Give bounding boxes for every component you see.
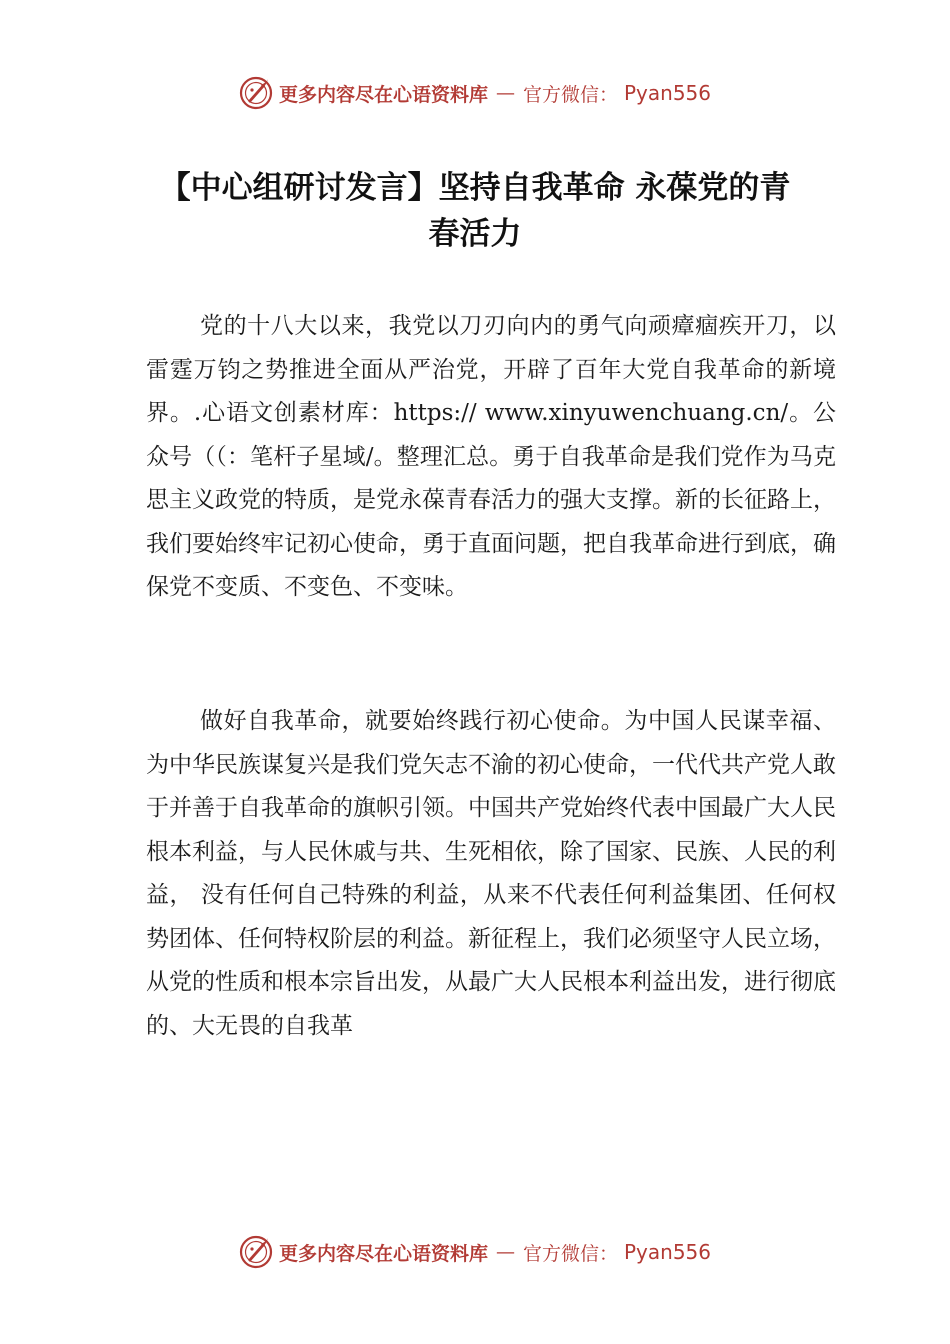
header-dash: —	[495, 82, 515, 104]
body-paragraph-2: 做好自我革命，就要始终践行初心使命。为中国人民谋幸福、为中华民族谋复兴是我们党矢志不渝的初心使命，一代代共产党人敢于并善于自我革命的旗帜引领。中国共产党始终代表中国最广大人民根本利益，与人民休戚与共、生死相依，除了国家、民族、人民的利益， 没有任何自己特殊的利益，从来不代表任何利益集团、任何权势团体、任何特权阶层的利益。新征程上，我们必须坚守人民立场，从党的性质和根本宗旨出发，从最广大人民根本利益出发，进行彻底的、大无畏的自我革	[146, 708, 836, 1039]
footer-wechat-label: 官方微信：	[522, 1242, 618, 1265]
body-paragraph-1: 党的十八大以来，我党以刀刃向内的勇气向顽瘴痼疾开刀，以雷霆万钧之势推进全面从严治党，开辟了百年大党自我革命的新境界。.心语文创素材库：https:// www.xinyuwenchuang.cn/。公众号（（：笔杆子星域/。整理汇总。勇于自我革命是我们党作为马克思主义政党的特质，是党永葆青春活力的强大支撑。新的长征路上，我们要始终牢记初心使命，勇于直面问题，把自我革命进行到底，确保党不变质、不变色、不变味。	[146, 313, 836, 600]
quill-seal-icon	[239, 76, 273, 110]
footer-banner-content	[239, 1235, 711, 1269]
document-title: 【中心组研讨发言】坚持自我革命 永葆党的青春活力	[159, 170, 791, 252]
header-wechat-label: 官方微信：	[522, 83, 618, 106]
header-banner	[0, 73, 950, 113]
header-brand-text: 更多内容尽在心语资料库	[278, 83, 488, 106]
footer-brand-text: 更多内容尽在心语资料库	[278, 1242, 488, 1265]
header-banner-content	[239, 76, 711, 110]
footer-dash: —	[495, 1241, 515, 1263]
footer-wechat-id: Pyan556	[624, 1240, 712, 1264]
footer-banner	[0, 1232, 950, 1272]
quill-seal-icon	[239, 1235, 273, 1269]
header-wechat-id: Pyan556	[624, 81, 712, 105]
